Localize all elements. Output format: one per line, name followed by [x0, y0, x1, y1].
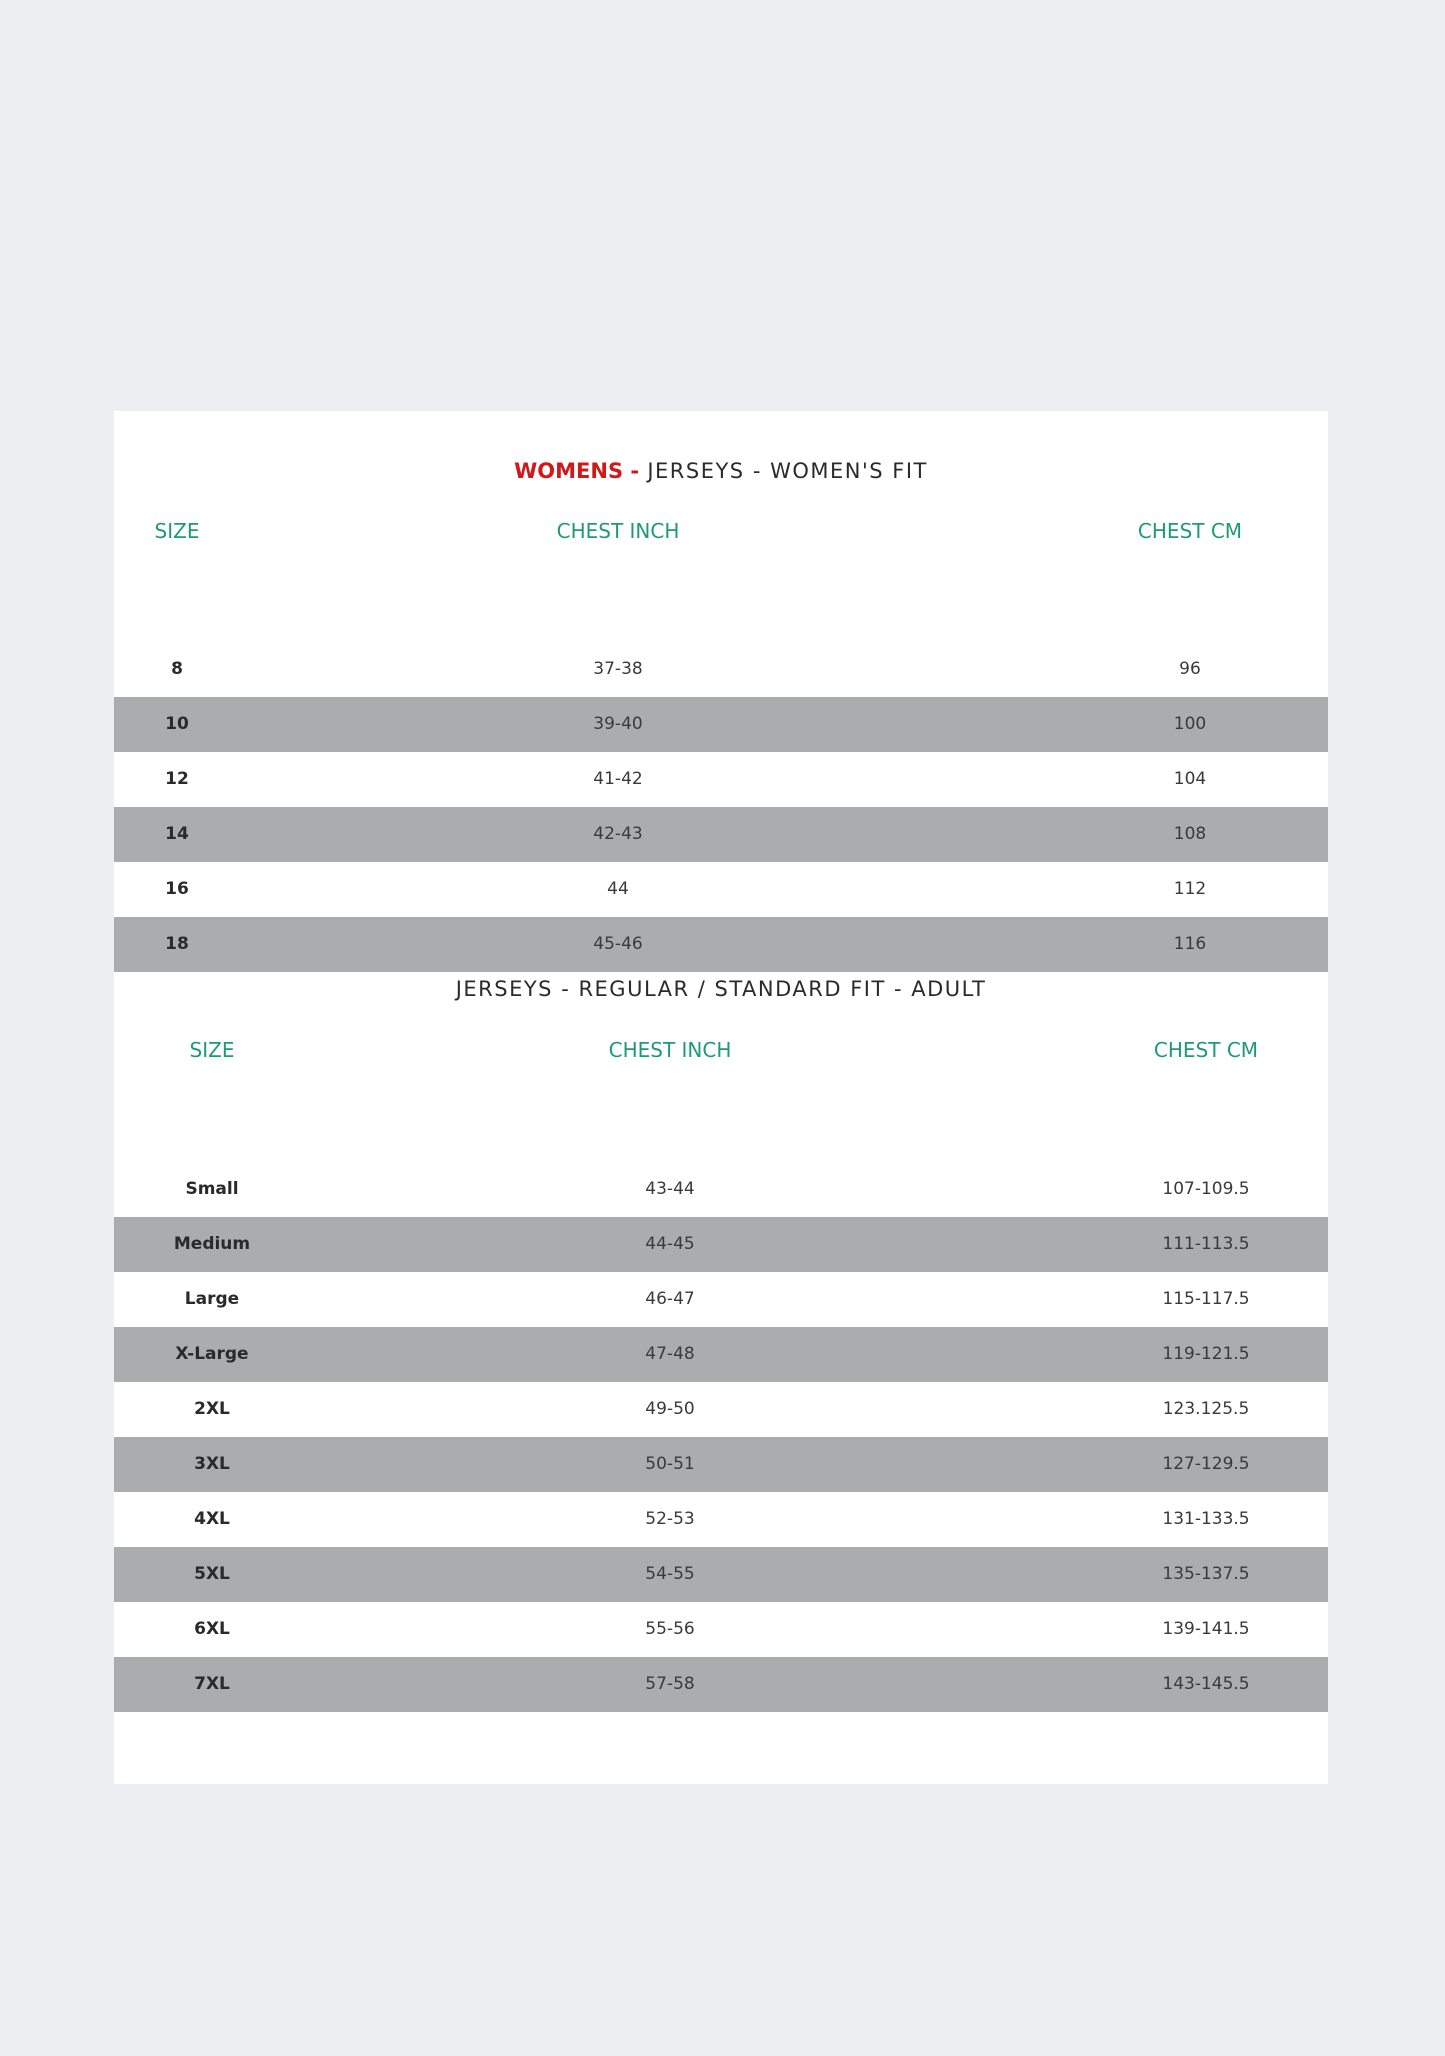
cell-chest-cm: 116	[1173, 934, 1207, 954]
cell-size: 5XL	[194, 1564, 230, 1584]
cell-chest-inch: 55-56	[645, 1619, 695, 1639]
table-row	[114, 1657, 1328, 1712]
table-row	[114, 1217, 1328, 1272]
adult-title-text: JERSEYS - REGULAR / STANDARD FIT - ADULT	[455, 977, 987, 1001]
cell-size: 18	[165, 934, 189, 954]
table-row	[114, 1162, 1328, 1217]
cell-chest-inch: 47-48	[645, 1344, 695, 1364]
table-row	[114, 642, 1328, 697]
table-row	[114, 1272, 1328, 1327]
cell-chest-cm: 112	[1173, 879, 1207, 899]
cell-chest-cm: 143-145.5	[1162, 1674, 1250, 1694]
adult-header-size: SIZE	[189, 1038, 235, 1062]
womens-header-size: SIZE	[154, 519, 200, 543]
cell-chest-cm: 131-133.5	[1162, 1509, 1250, 1529]
cell-chest-cm: 123.125.5	[1162, 1399, 1250, 1419]
cell-chest-inch: 52-53	[645, 1509, 695, 1529]
table-row	[114, 1437, 1328, 1492]
cell-chest-inch: 44	[607, 879, 629, 899]
cell-chest-cm: 127-129.5	[1162, 1454, 1250, 1474]
cell-chest-cm: 100	[1173, 714, 1207, 734]
cell-size: Large	[184, 1289, 240, 1309]
cell-chest-inch: 41-42	[593, 769, 643, 789]
cell-size: X-Large	[175, 1344, 249, 1364]
cell-size: 10	[165, 714, 189, 734]
adult-header-chest-cm: CHEST CM	[1153, 1038, 1259, 1062]
cell-size: 7XL	[194, 1674, 230, 1694]
table-row	[114, 1382, 1328, 1437]
table-row	[114, 862, 1328, 917]
cell-chest-cm: 108	[1173, 824, 1207, 844]
table-row	[114, 1327, 1328, 1382]
cell-chest-inch: 37-38	[593, 659, 643, 679]
womens-title-text: JERSEYS - WOMEN'S FIT	[647, 459, 928, 483]
cell-chest-inch: 49-50	[645, 1399, 695, 1419]
cell-chest-cm: 96	[1179, 659, 1201, 679]
cell-size: 4XL	[194, 1509, 230, 1529]
womens-table-title	[114, 459, 1328, 483]
table-row	[114, 1547, 1328, 1602]
cell-chest-inch: 39-40	[593, 714, 643, 734]
cell-chest-inch: 45-46	[593, 934, 643, 954]
cell-chest-inch: 54-55	[645, 1564, 695, 1584]
cell-chest-cm: 139-141.5	[1162, 1619, 1250, 1639]
cell-chest-cm: 111-113.5	[1162, 1234, 1250, 1254]
womens-title-prefix: WOMENS -	[514, 459, 640, 483]
table-row	[114, 1492, 1328, 1547]
cell-chest-inch: 46-47	[645, 1289, 695, 1309]
cell-chest-inch: 50-51	[645, 1454, 695, 1474]
cell-size: Small	[185, 1179, 239, 1199]
table-row	[114, 752, 1328, 807]
cell-size: 12	[165, 769, 189, 789]
table-row	[114, 697, 1328, 752]
cell-size: 2XL	[194, 1399, 230, 1419]
table-row	[114, 917, 1328, 972]
womens-header-chest-inch: CHEST INCH	[556, 519, 680, 543]
size-chart-sheet	[114, 411, 1328, 1784]
cell-chest-inch: 57-58	[645, 1674, 695, 1694]
cell-size: 14	[165, 824, 189, 844]
table-row	[114, 807, 1328, 862]
cell-chest-cm: 119-121.5	[1162, 1344, 1250, 1364]
cell-size: 8	[171, 659, 183, 679]
cell-chest-inch: 44-45	[645, 1234, 695, 1254]
adult-table-title	[114, 977, 1328, 1001]
cell-size: 6XL	[194, 1619, 230, 1639]
cell-size: 16	[165, 879, 189, 899]
cell-chest-cm: 115-117.5	[1162, 1289, 1250, 1309]
cell-chest-inch: 43-44	[645, 1179, 695, 1199]
cell-chest-inch: 42-43	[593, 824, 643, 844]
cell-chest-cm: 107-109.5	[1162, 1179, 1250, 1199]
cell-size: 3XL	[194, 1454, 230, 1474]
cell-chest-cm: 104	[1173, 769, 1207, 789]
adult-header-chest-inch: CHEST INCH	[608, 1038, 732, 1062]
table-row	[114, 1602, 1328, 1657]
cell-chest-cm: 135-137.5	[1162, 1564, 1250, 1584]
cell-size: Medium	[173, 1234, 251, 1254]
womens-header-chest-cm: CHEST CM	[1137, 519, 1243, 543]
